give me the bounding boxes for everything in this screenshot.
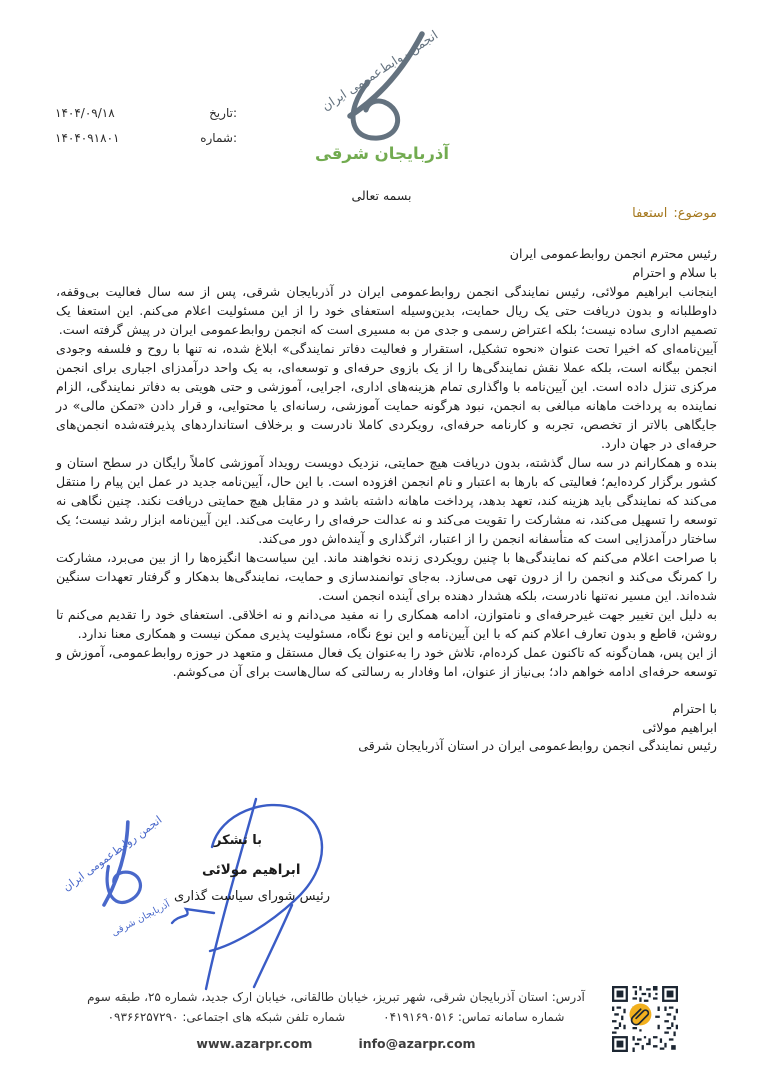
- stamp-org-name: انجمن روابط‌عمومی ایران: [60, 813, 165, 894]
- subject-line: [626, 206, 717, 221]
- signoff-name: ابراهیم مولائی: [642, 719, 717, 735]
- date-row: [55, 106, 237, 120]
- association-logo: [302, 22, 462, 176]
- email-text: info@azarpr.com: [358, 1036, 476, 1051]
- paragraph-1: اینجانب ابراهیم مولائی، رئیس نمایندگی انجمن روابط‌عمومی ایران در آذربایجان شرقی، پس از سه سال فعالیت بی‌وقفه، داوطلبانه و بدون دریافت حتی یک ریال حمایت، بدین‌وسیله استعفای خود را از این مسئولیت اعلام می‌کنم. این استعفا یک تصمیم اداری ساده نیست؛ بلکه اعتراض رسمی و جدی من به مسیری است که انجمن روابط‌عمومی ایران در پیش گرفته است.: [56, 284, 717, 337]
- salutation-line: با سلام و احترام: [632, 265, 717, 280]
- website-text: www.azarpr.com: [196, 1036, 313, 1051]
- footer: [40, 990, 632, 1051]
- logo-org-name: انجمن روابط‌عمومی ایران: [318, 27, 440, 114]
- footer-address: آدرس: استان آذربایجان شرقی، شهر تبریز، خیابان طالقانی، خیابان ارک جدید، شماره ۲۵، طبقه سوم: [87, 990, 585, 1004]
- paragraph-5: به دلیل این تغییر جهت غیرحرفه‌ای و نامتوازن، ادامه همکاری را نه مفید می‌دانم و نه اخلاقی. استعفای خود را تقدیم می‌کنم تا روشن، قاطع و بدون تعارف اعلام کنم که با این آیین‌نامه و این نوع نگاه، مسئولیت پذیری ممکن نیست و همکاری معنا ندارد.: [56, 607, 717, 641]
- logo-calligraphy: [302, 22, 462, 172]
- date-label: تاریخ:: [209, 106, 237, 120]
- letter-meta: [55, 106, 237, 156]
- signoff-block: [56, 700, 717, 756]
- social-phone-label: شماره تلفن شبکه های اجتماعی:: [182, 1010, 346, 1024]
- signoff-regards: با احترام: [672, 701, 717, 716]
- subject-value: استعفا: [632, 206, 668, 221]
- signature-area: [60, 795, 372, 997]
- paragraph-6: از این پس، همان‌گونه که تاکنون عمل کرده‌ام، تلاش خود را به‌عنوان یک فعال مستقل و متعهد در حوزه روابط‌عمومی، آموزش و توسعه حرفه‌ای ادامه خواهم داد؛ بی‌نیاز از عنوان، اما وفادار به رسالتی که سال‌هاست برای آن می‌کوشم.: [56, 645, 717, 679]
- date-value: ۱۴۰۴/۰۹/۱۸: [55, 106, 115, 120]
- recipient-line: رئیس محترم انجمن روابط‌عمومی ایران: [509, 246, 717, 261]
- subject-label: موضوع:: [673, 206, 717, 221]
- contact-phone-label: شماره سامانه تماس:: [457, 1010, 565, 1024]
- logo-region-name: آذربایجان شرقی: [314, 144, 449, 163]
- stamp-region-name: آذربایجان شرقی: [109, 898, 172, 939]
- letter-body: [56, 244, 717, 756]
- signature-name: ابراهیم مولائی: [202, 862, 301, 878]
- signature-thanks: با تشکر: [214, 833, 263, 848]
- bismillah: بسمه تعالی: [351, 188, 412, 203]
- qr-code: [612, 986, 678, 1052]
- blue-stamp: [60, 807, 201, 949]
- paragraph-3: بنده و همکارانم در سه سال گذشته، بدون دریافت هیچ حمایتی، نزدیک دویست رویداد آموزشی کاملاً رایگان در سطح استان و کشور برگزار کرده‌ایم؛ فعالیتی که بارها به اعتبار و نام انجمن افزوده است. با این حال، آیین‌نامه جدید در عمل این پیام را منتقل می‌کند که نمایندگی باید هزینه کند، تعهد بدهد، پرداخت ماهانه داشته باشد و در مقابل هیچ حمایتی دریافت نکند. چنین نگاهی نه توسعه را تسهیل می‌کند، نه مشارکت را تقویت می‌کند و نه عدالت حرفه‌ای را رعایت می‌کند. این آیین‌نامه ابزار رشد نیست؛ یک ساختار درآمدزایی است که متأسفانه انجمن را از اعتبار، اثرگذاری و آینده‌اش دور می‌کند.: [56, 455, 717, 546]
- number-row: [55, 131, 237, 145]
- footer-web-line: [40, 1036, 632, 1051]
- number-label: شماره:: [200, 131, 237, 145]
- contact-phone: [383, 1010, 564, 1024]
- signature-title: رئیس شورای سیاست گذاری: [174, 889, 330, 904]
- footer-phones: [40, 1010, 632, 1024]
- qr-code-graphic: [612, 986, 678, 1052]
- social-phone: [108, 1010, 346, 1024]
- signoff-title: رئیس نمایندگی انجمن روابط‌عمومی ایران در استان آذربایجان شرقی: [358, 738, 717, 753]
- number-value: ۱۴۰۴۰۹۱۸۰۱: [55, 131, 120, 145]
- social-phone-value: ۰۹۳۶۶۲۵۷۲۹۰: [107, 1010, 179, 1024]
- paragraph-4: با صراحت اعلام می‌کنم که نمایندگی‌ها با چنین رویکردی زنده نخواهند ماند. این سیاست‌ها انگیزه‌ها را از بین می‌برد، مشارکت را کمرنگ می‌کند و انجمن را از درون تهی می‌سازد. به‌جای توانمندسازی و حمایت، نمایندگی‌ها بدهکار و گرفتار تعهدات سنگین شده‌اند. این مسیر نه‌تنها نادرست، بلکه هشدار دهنده برای آینده انجمن است.: [56, 550, 717, 603]
- paragraph-2: آیین‌نامه‌ای که اخیرا تحت عنوان «نحوه تشکیل، استقرار و فعالیت دفاتر نمایندگی» ابلاغ شده، نه تنها با روح و فلسفه وجودی انجمن بیگانه است، بلکه عملا نقش نمایندگی‌ها را از یک بازوی حرفه‌ای و توسعه‌ای، به یک واحد درآمدزای اجباری برای انجمن مرکزی تنزل داده است. این آیین‌نامه با واگذاری تمام هزینه‌های اداری، اجرایی، آموزشی و حتی هویتی به دفاتر نمایندگی، الزام نماینده به پرداخت ماهانه مبالغی به انجمن، نبود هرگونه حمایت آموزشی، رسانه‌ای یا محتوایی، و قرار دادن «تمکن مالی» در جایگاهی بالاتر از تخصص، تجربه و کارنامه حرفه‌ای، رویکردی کاملا نادرست و برخلاف استانداردهای پذیرفته‌شده انجمن‌های حرفه‌ای در جهان دارد.: [56, 341, 717, 451]
- contact-phone-value: ۰۴۱۹۱۶۹۰۵۱۶: [383, 1010, 455, 1024]
